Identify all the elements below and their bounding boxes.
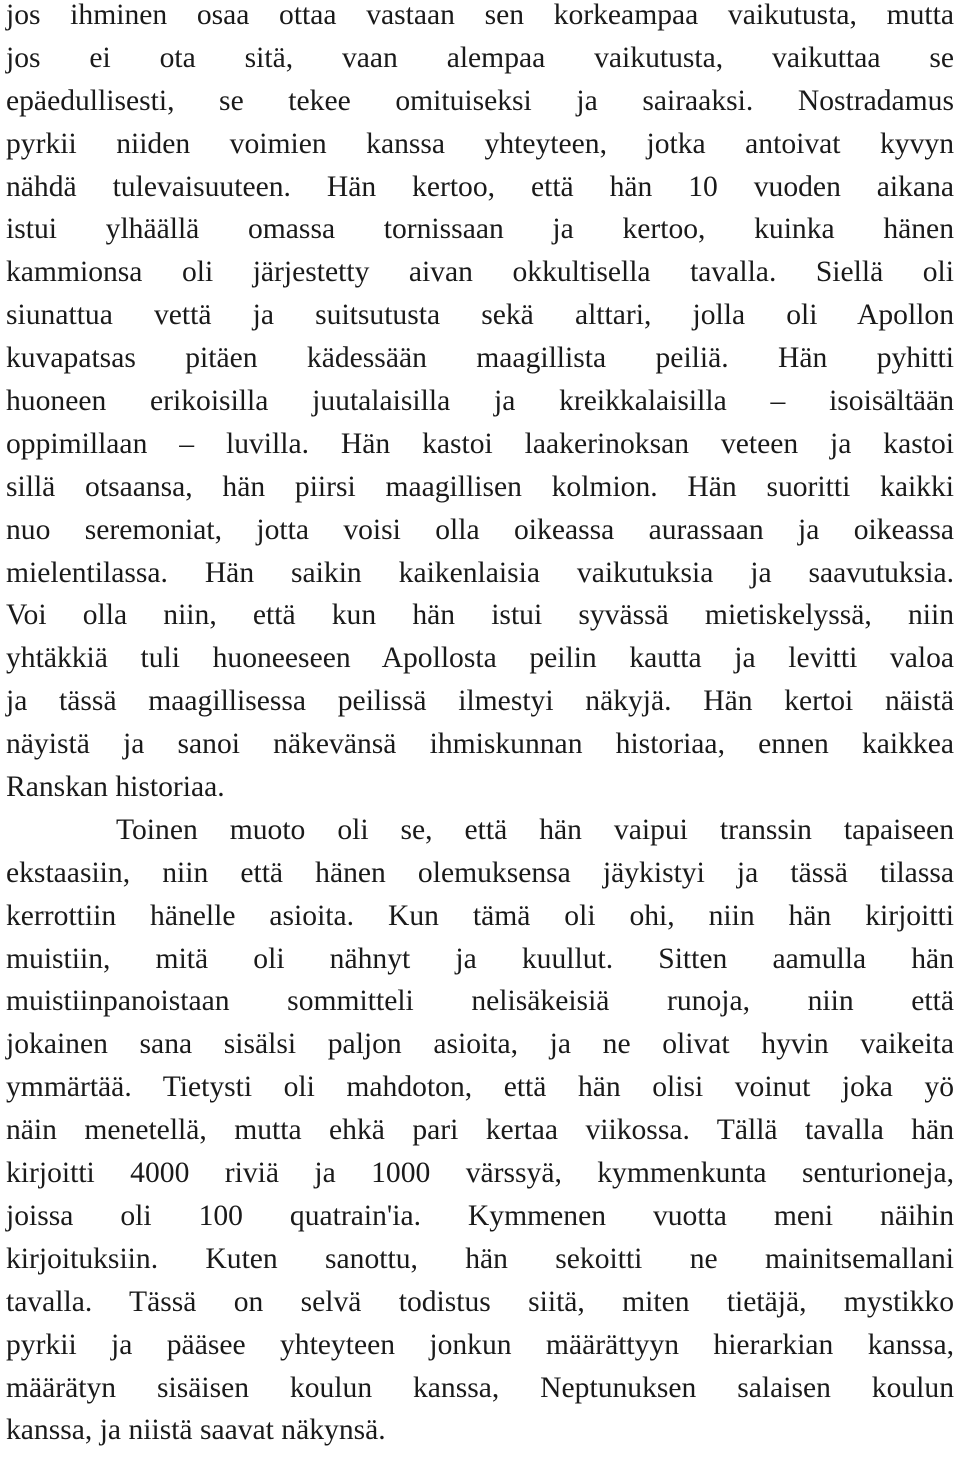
text-line: Ranskan historiaa. [6,771,225,804]
text-line: Toinen muoto oli se, että hän vaipui transsin tapaiseen [116,813,954,846]
text-line: kanssa, ja niistä saavat näkynsä. [6,1414,386,1447]
text-line: joissa oli 100 quatrain'ia. Kymmenen vuotta meni näihin [6,1199,954,1232]
paragraph-1 [6,0,954,809]
text-line: muistiinpanoistaan sommitteli nelisäkeisiä runoja, niin että [6,985,954,1018]
text-line: nähdä tulevaisuuteen. Hän kertoo, että hän 10 vuoden aikana [6,170,954,203]
text-line: kirjoituksiin. Kuten sanottu, hän sekoitti ne mainitsemallani [6,1242,954,1275]
text-line: näyistä ja sanoi näkevänsä ihmiskunnan historiaa, ennen kaikkea [6,728,954,761]
text-line: tavalla. Tässä on selvä todistus siitä, miten tietäjä, mystikko [6,1285,954,1318]
text-line: nuo seremoniat, jotta voisi olla oikeassa aurassaan ja oikeassa [6,513,954,546]
text-line: muistiin, mitä oli nähnyt ja kuullut. Sitten aamulla hän [6,942,954,975]
text-line: jos ei ota sitä, vaan alempaa vaikutusta, vaikuttaa se [6,41,954,74]
text-line: kerrottiin hänelle asioita. Kun tämä oli ohi, niin hän kirjoitti [6,899,954,932]
text-line: kirjoitti 4000 riviä ja 1000 värssyä, kymmenkunta senturioneja, [6,1157,954,1190]
text-line: määrätyn sisäisen koulun kanssa, Neptunuksen salaisen koulun [6,1371,954,1404]
text-line: epäedullisesti, se tekee omituiseksi ja sairaaksi. Nostradamus [6,84,954,117]
text-line: ja tässä maagillisessa peilissä ilmestyi näkyjä. Hän kertoi näistä [6,685,954,718]
text-line: näin menetellä, mutta ehkä pari kertaa viikossa. Tällä tavalla hän [6,1114,954,1147]
text-line: istui ylhäällä omassa tornissaan ja kertoo, kuinka hänen [6,213,954,246]
text-line: kammionsa oli järjestetty aivan okkultisella tavalla. Siellä oli [6,256,954,289]
text-line: huoneen erikoisilla juutalaisilla ja kreikkalaisilla – isoisältään [6,385,954,418]
text-line: pyrkii ja pääsee yhteyteen jonkun määrättyyn hierarkian kanssa, [6,1328,954,1361]
text-line: mielentilassa. Hän saikin kaikenlaisia vaikutuksia ja saavutuksia. [6,556,954,589]
text-line: sillä otsaansa, hän piirsi maagillisen kolmion. Hän suoritti kaikki [6,470,954,503]
text-line: oppimillaan – luvilla. Hän kastoi laakerinoksan veteen ja kastoi [6,427,954,460]
text-line: jos ihminen osaa ottaa vastaan sen korkeampaa vaikutusta, mutta [6,0,954,31]
paragraph-2 [6,809,954,1452]
text-line: jokainen sana sisälsi paljon asioita, ja ne olivat hyvin vaikeita [6,1028,954,1061]
text-line: kuvapatsas pitäen kädessään maagillista peiliä. Hän pyhitti [6,342,954,375]
text-line: ymmärtää. Tietysti oli mahdoton, että hän olisi voinut joka yö [6,1071,954,1104]
text-line: siunattua vettä ja suitsutusta sekä alttari, jolla oli Apollon [6,299,954,332]
text-line: yhtäkkiä tuli huoneeseen Apollosta peilin kautta ja levitti valoa [6,642,954,675]
text-line: Voi olla niin, että kun hän istui syvässä mietiskelyssä, niin [6,599,954,632]
text-line: ekstaasiin, niin että hänen olemuksensa jäykistyi ja tässä tilassa [6,856,954,889]
text-line: pyrkii niiden voimien kanssa yhteyteen, jotka antoivat kyvyn [6,127,954,160]
